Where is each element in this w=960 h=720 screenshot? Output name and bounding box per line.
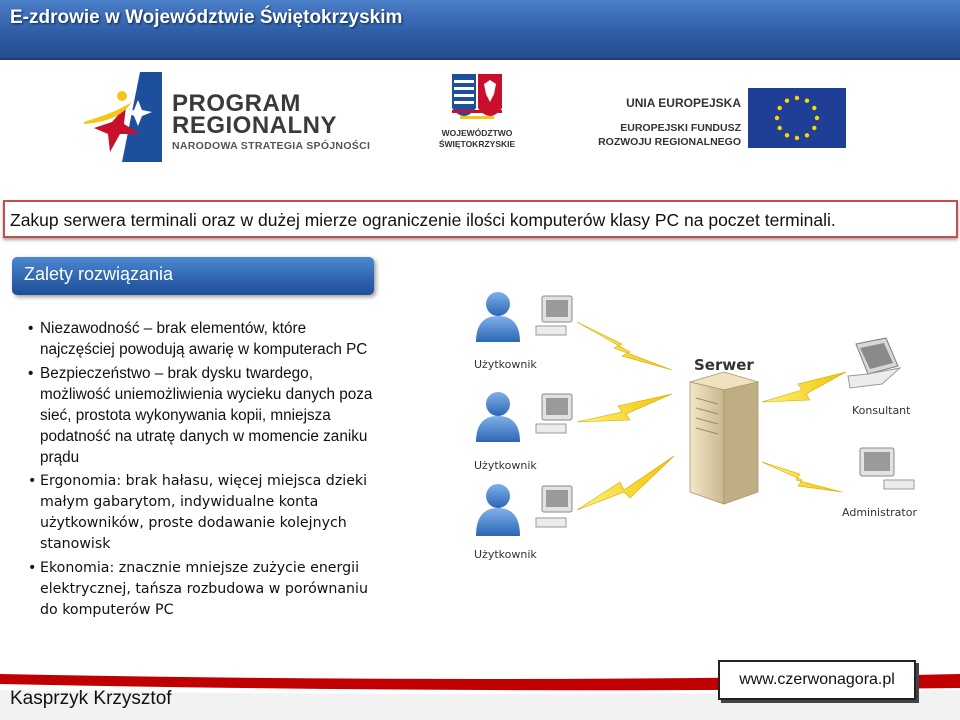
- eu-logo: [596, 88, 856, 154]
- laptop-icon: [848, 338, 900, 388]
- admin-label: Administrator: [842, 506, 917, 519]
- user-body-icon: [476, 508, 520, 536]
- summary-banner: [3, 200, 958, 238]
- user-icon: [486, 292, 510, 316]
- user-icon: [486, 484, 510, 508]
- summary-text: Zakup serwera terminali oraz w dużej mierze ograniczenie ilości komputerów klasy PC na poczet terminali.: [10, 210, 836, 230]
- eu-flag-icon: [748, 88, 846, 148]
- advantages-list: [28, 318, 373, 624]
- voivodeship-line1: WOJEWÓDZTWO: [441, 128, 513, 138]
- program-regionalny-logo: [82, 72, 392, 162]
- connection-bolt-icon: [762, 462, 842, 492]
- list-item: • Niezawodność – brak elementów, które najczęściej powodują awarię w komputerach PC: [28, 318, 373, 360]
- website-link-box[interactable]: [718, 660, 916, 700]
- voivodeship-logo: [432, 72, 522, 156]
- eu-line2: EUROPEJSKI FUNDUSZ: [620, 122, 741, 134]
- user-body-icon: [476, 316, 520, 342]
- user-label-3: Użytkownik: [474, 548, 537, 561]
- website-link[interactable]: www.czerwonagora.pl: [739, 671, 895, 688]
- server-icon: [690, 372, 758, 504]
- connection-bolt-icon: [577, 394, 672, 422]
- program-line1: PROGRAM: [172, 90, 301, 117]
- user-body-icon: [476, 416, 520, 442]
- program-line3: NARODOWA STRATEGIA SPÓJNOŚCI: [172, 140, 371, 152]
- computer-icon: [536, 296, 572, 335]
- title-bar: [0, 0, 960, 60]
- list-item: • Ergonomia: brak hałasu, więcej miejsca dzieki małym gabarytom, indywidualne konta użytkowników, proste dodawanie kolejnych stanowisk: [28, 471, 373, 555]
- program-star-icon: [82, 72, 162, 162]
- section-heading: [12, 257, 374, 295]
- coat-of-arms-icon: [432, 72, 522, 128]
- computer-icon: [536, 394, 572, 433]
- voivodeship-line2: ŚWIĘTOKRZYSKIE: [438, 139, 516, 149]
- connection-bolt-icon: [577, 322, 672, 370]
- program-line2: REGIONALNY: [172, 112, 338, 139]
- user-workstation-1: [474, 292, 572, 371]
- user-label-2: Użytkownik: [474, 459, 537, 472]
- user-workstation-3: [474, 484, 572, 561]
- user-label-1: Użytkownik: [474, 358, 537, 371]
- page-title: E-zdrowie w Województwie Świętokrzyskim: [10, 7, 403, 28]
- user-workstation-2: [474, 392, 572, 472]
- consultant-label: Konsultant: [852, 404, 911, 417]
- eu-line3: ROZWOJU REGIONALNEGO: [598, 136, 741, 148]
- user-icon: [486, 392, 510, 416]
- eu-line1: UNIA EUROPEJSKA: [626, 96, 741, 110]
- list-item: • Ekonomia: znacznie mniejsze zużycie energii elektrycznej, tańsza rozbudowa w porównaniu do komputerów PC: [28, 558, 373, 621]
- admin-computer-icon: [860, 448, 914, 489]
- network-diagram: [462, 286, 934, 576]
- list-item: • Bezpieczeństwo – brak dysku twardego, możliwość uniemożliwienia wycieku danych poza sieć, prostota wykonywania kopii, mniejsza podatność na utratę danych w momencie zaniku prądu: [28, 363, 373, 468]
- author-name: Kasprzyk Krzysztof: [10, 688, 172, 709]
- computer-icon: [536, 486, 572, 527]
- server-label: Serwer: [694, 356, 754, 374]
- section-title: Zalety rozwiązania: [24, 264, 174, 284]
- connection-bolt-icon: [577, 456, 674, 510]
- connection-bolt-icon: [762, 372, 846, 402]
